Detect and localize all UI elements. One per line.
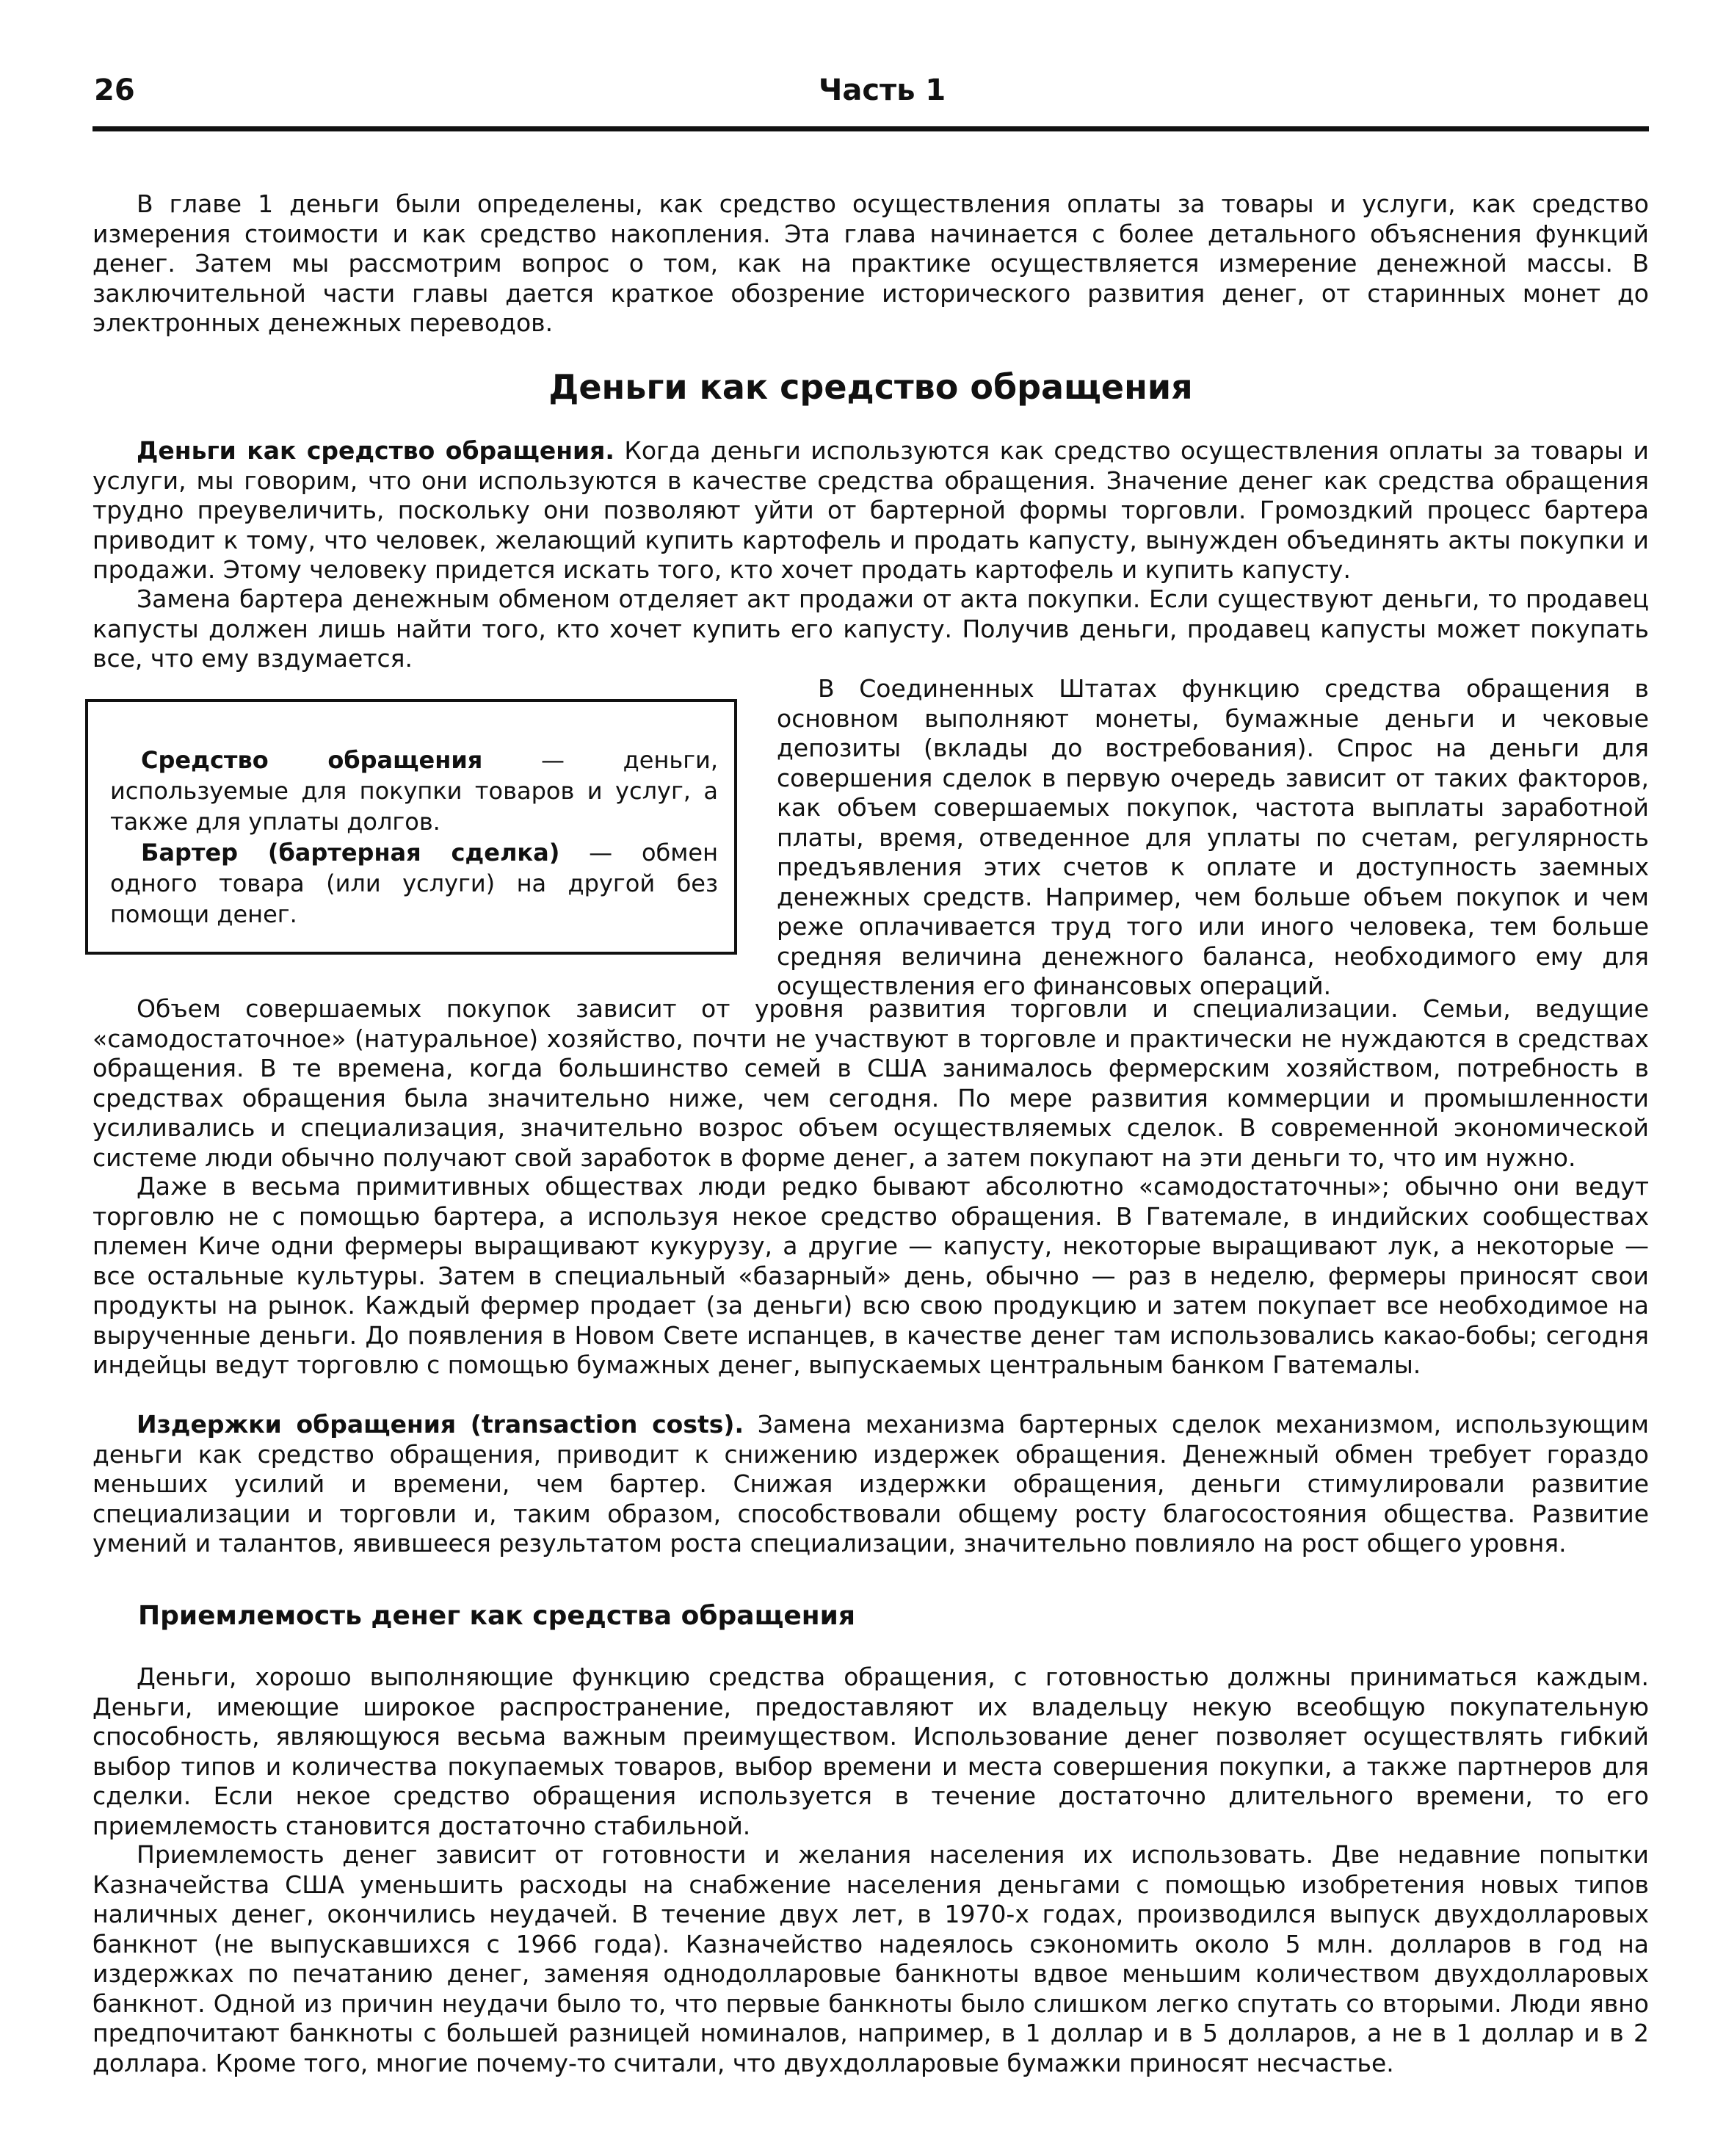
- paragraph-transaction-costs: [93, 1410, 1649, 1559]
- definition-text: — обмен одного товара (или услуги) на другой без помощи денег.: [110, 839, 718, 928]
- paragraph-two-dollar-bills: Приемлемость денег зависит от готовности и желания населения их использовать. Две недавние попытки Казначейства США уменьшить расходы на снабжение населения деньгами с помощью изобретения новых типов наличных денег, окончились неудачей. В течение двух лет, в 1970-х годах, производился выпуск двухдолларовых банкнот (не выпускавшихся с 1966 года). Казначейство надеялось сэкономить около 5 млн. долларов в год на издержках по печатанию денег, заменяя однодолларовые банкноты вдвое меньшим количеством двухдолларовых банкнот. Одной из причин неудачи было то, что первые банкноты было слишком легко спутать со вторыми. Люди явно предпочитают банкноты с большей разницей номиналов, например, в 1 доллар и в 5 долларов, а не в 1 доллар и в 2 доллара. Кроме того, многие почему-то считали, что двухдолларовые бумажки приносят несчастье.: [93, 1840, 1649, 2077]
- running-header: Часть 1: [819, 73, 946, 107]
- definition-text: — деньги, используемые для покупки товаров и услуг, а также для уплаты долгов.: [110, 746, 719, 836]
- intro-paragraph: В главе 1 деньги были определены, как средство осуществления оплаты за товары и услуги, как средство измерения стоимости и как средство накопления. Эта глава начинается с более детального объяснения функций денег. Затем мы рассмотрим вопрос о том, как на практике осуществляется измерение денежной массы. В заключительной части главы дается краткое обозрение исторического развития денег, от старинных монет до электронных денежных переводов.: [93, 189, 1649, 337]
- definition-medium-of-exchange: [110, 745, 718, 837]
- paragraph-us-money: В Соединенных Штатах функцию средства обращения в основном выполняют монеты, бумажные деньги и чековые депозиты (вклады до востребования). Спрос на деньги для совершения сделок в первую очередь зависит от таких факторов, как объем совершаемых покупок, частота выплаты заработной платы, время, отведенное для уплаты по счетам, регулярность предъявления этих счетов к оплате и доступность заемных денежных средств. Например, чем больше объем покупок и чем реже оплачивается труд того или иного человека, тем больше средняя величина денежного баланса, необходимого ему для осуществления его финансовых операций.: [777, 674, 1649, 1000]
- paragraph-text: Когда деньги используются как средство осуществления оплаты за товары и услуги, мы говорим, что они используются в качестве средства обращения. Значение денег как средства обращения трудно преувеличить, поскольку они позволяют уйти от бартерной формы торговли. Громоздкий процесс бартера приводит к тому, что человек, желающий купить картофель и продать капусту, вынужден объединять акты покупки и продажи. Этому человеку придется искать того, кто хочет продать картофель и купить капусту.: [93, 436, 1649, 584]
- paragraph-medium-of-exchange: [93, 436, 1649, 585]
- page-number: 26: [94, 73, 135, 107]
- section-title: Деньги как средство обращения: [548, 367, 1193, 407]
- paragraph-barter-replacement: Замена бартера денежным обменом отделяет акт продажи от акта покупки. Если существуют деньги, то продавец капусты должен лишь найти того, кто хочет купить его капусту. Получив деньги, продавец капусты может покупать все, что ему вздумается.: [93, 585, 1649, 673]
- paragraph-purchase-volume: Объем совершаемых покупок зависит от уровня развития торговли и специализации. Семьи, ведущие «самодостаточное» (натуральное) хозяйство, почти не участвуют в торговле и практически не нуждаются в средствах обращения. В те времена, когда большинство семей в США занималось фермерским хозяйством, потребность в средствах обращения была значительно ниже, чем сегодня. По мере развития коммерции и промышленности усиливались и специализация, значительно возрос объем осуществляемых сделок. В современной экономической системе люди обычно получают свой заработок в форме денег, а затем покупают на эти деньги то, что им нужно.: [93, 994, 1649, 1172]
- paragraph-text: Замена механизма бартерных сделок механизмом, использующим деньги как средство обращения, приводит к снижению издержек обращения. Денежный обмен требует гораздо меньших усилий и времени, чем бартер. Снижая издержки обращения, деньги стимулировали развитие специализации и торговли и, таким образом, способствовали общему росту благосостояния общества. Развитие умений и талантов, явившееся результатом роста специализации, значительно повлияло на рост общего уровня.: [93, 1410, 1649, 1558]
- run-in-heading: Деньги как средство обращения.: [137, 436, 614, 465]
- subsection-title: Приемлемость денег как средства обращения: [138, 1601, 855, 1631]
- definition-box: [85, 699, 737, 955]
- paragraph-acceptability: Деньги, хорошо выполняющие функцию средства обращения, с готовностью должны приниматься каждым. Деньги, имеющие широкое распространение, предоставляют их владельцу некую всеобщую покупательную способность, являющуюся весьма важным преимуществом. Использование денег позволяет осуществлять гибкий выбор типов и количества покупаемых товаров, выбор времени и места совершения покупки, а также партнеров для сделки. Если некое средство обращения используется в течение достаточно длительного времени, то его приемлемость становится достаточно стабильной.: [93, 1663, 1649, 1840]
- paragraph-primitive-societies: Даже в весьма примитивных обществах люди редко бывают абсолютно «самодостаточны»; обычно они ведут торговлю не с помощью бартера, а используя некое средство обращения. В Гватемале, в индийских сообществах племен Киче одни фермеры выращивают кукурузу, а другие — капусту, некоторые выращивают лук, а некоторые — все остальные культуры. Затем в специальный «базарный» день, обычно — раз в неделю, фермеры приносят свои продукты на рынок. Каждый фермер продает (за деньги) всю свою продукцию и затем покупает все необходимое на вырученные деньги. До появления в Новом Свете испанцев, в качестве денег там использовались какао-бобы; сегодня индейцы ведут торговлю с помощью бумажных денег, выпускаемых центральным банком Гватемалы.: [93, 1172, 1649, 1379]
- definition-barter: [110, 837, 718, 930]
- definition-term: Средство обращения: [141, 746, 483, 774]
- run-in-heading: Издержки обращения (transaction costs).: [137, 1410, 744, 1439]
- definition-term: Бартер (бартерная сделка): [141, 839, 560, 867]
- header-rule: [93, 126, 1649, 131]
